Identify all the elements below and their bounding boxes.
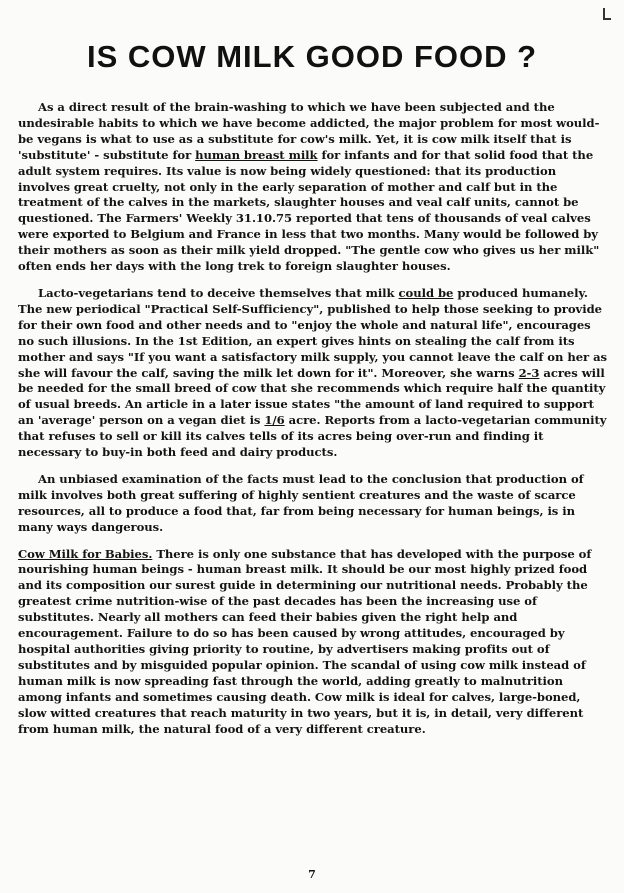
paragraph-4 xyxy=(18,547,608,738)
page-number: 7 xyxy=(308,868,316,881)
paragraph-1-text-b: for infants and for that solid food that the adult system requires. Its value is now being widely questioned: that its production involves great cruelty, not only in the early separation of mother and calf but in the treatment of the calves in the markets, slaughter houses and veal calf units, cannot be questioned. The Farmers' Weekly 31.10.75 reported that tens of thousands of veal calves were exported to Belgium and France in less that two months. Many would be followed by their mothers as soon as their milk yield dropped. "The gentle cow who gives us her milk" often ends her days with the long trek to foreign slaughter houses. xyxy=(18,147,600,274)
corner-mark xyxy=(603,8,611,20)
paragraph-3: An unbiased examination of the facts must lead to the conclusion that production of milk involves both great suffering of highly sentient creatures and the waste of scarce resources, all to produce a food that, far from being necessary for human beings, is in many ways dangerous. xyxy=(18,471,584,534)
section-heading-cow-milk-for-babies: Cow Milk for Babies. xyxy=(18,546,153,561)
paragraph-2-text-c: acres will be needed for the small breed of cow that she recommends which require half the quantity of usual breeds. An article in a later issue states "the amount of land required to support an 'average' person on a vegan diet is xyxy=(18,365,606,428)
paragraph-2-text-d: acre. Reports from a lacto-vegetarian community that refuses to sell or kill its calves tells of its acres being over-run and finding it necessary to buy-in both feed and dairy products. xyxy=(18,413,607,460)
paragraph-1-underlined: human breast milk xyxy=(195,147,318,162)
paragraph-2 xyxy=(18,286,608,461)
paragraph-2-underlined-b: 2-3 xyxy=(518,365,540,380)
paragraph-2-underlined-c: 1/6 xyxy=(264,413,285,428)
paragraph-4-text: There is only one substance that has developed with the purpose of nourishing human beings - human breast milk. It should be our most highly prized food and its composition our surest guide in determining our nutritional needs. Probably the greatest crime nutrition-wise of the past decades has been the increasing use of substitutes. Nearly all mothers can feed their babies given the right help and encouragement. Failure to do so has been caused by wrong attitudes, encouraged by hospital authorities giving priority to routine, by advertisers making profits out of substitutes and by misguided popular opinion. The scandal of using cow milk instead of human milk is now spreading fast through the world, adding greatly to malnutrition among infants and sometimes causing death. Cow milk is ideal for calves, large-boned, slow witted creatures that reach maturity in two years, but it is, in detail, very different from human milk, the natural food of a very different creature. xyxy=(18,546,592,736)
article-body xyxy=(18,100,608,748)
paragraph-1 xyxy=(18,100,608,275)
page-title: IS COW MILK GOOD FOOD ? xyxy=(86,38,538,74)
paragraph-2-text-a: Lacto-vegetarians tend to deceive themselves that milk xyxy=(38,285,399,300)
paragraph-1-text-a: As a direct result of the brain-washing to which we have been subjected and the undesirable habits to which we have become addicted, the major problem for most would-be vegans is what to use as a substitute for cow's milk. Yet, it is cow milk itself that is 'substitute' - substitute for xyxy=(18,100,600,162)
paragraph-2-underlined-a: could be xyxy=(398,285,454,300)
paragraph-2-text-b: produced humanely. The new periodical "Practical Self-Sufficiency", published to help those seeking to provide for their own food and other needs and to "enjoy the whole and natural life", encourages no such illusions. In the 1st Edition, an expert gives hints on stealing the calf from its mother and says "If you want a satisfactory milk supply, you cannot leave the calf on her as she will favour the calf, saving the milk let down for it". Moreover, she warns xyxy=(18,285,608,380)
